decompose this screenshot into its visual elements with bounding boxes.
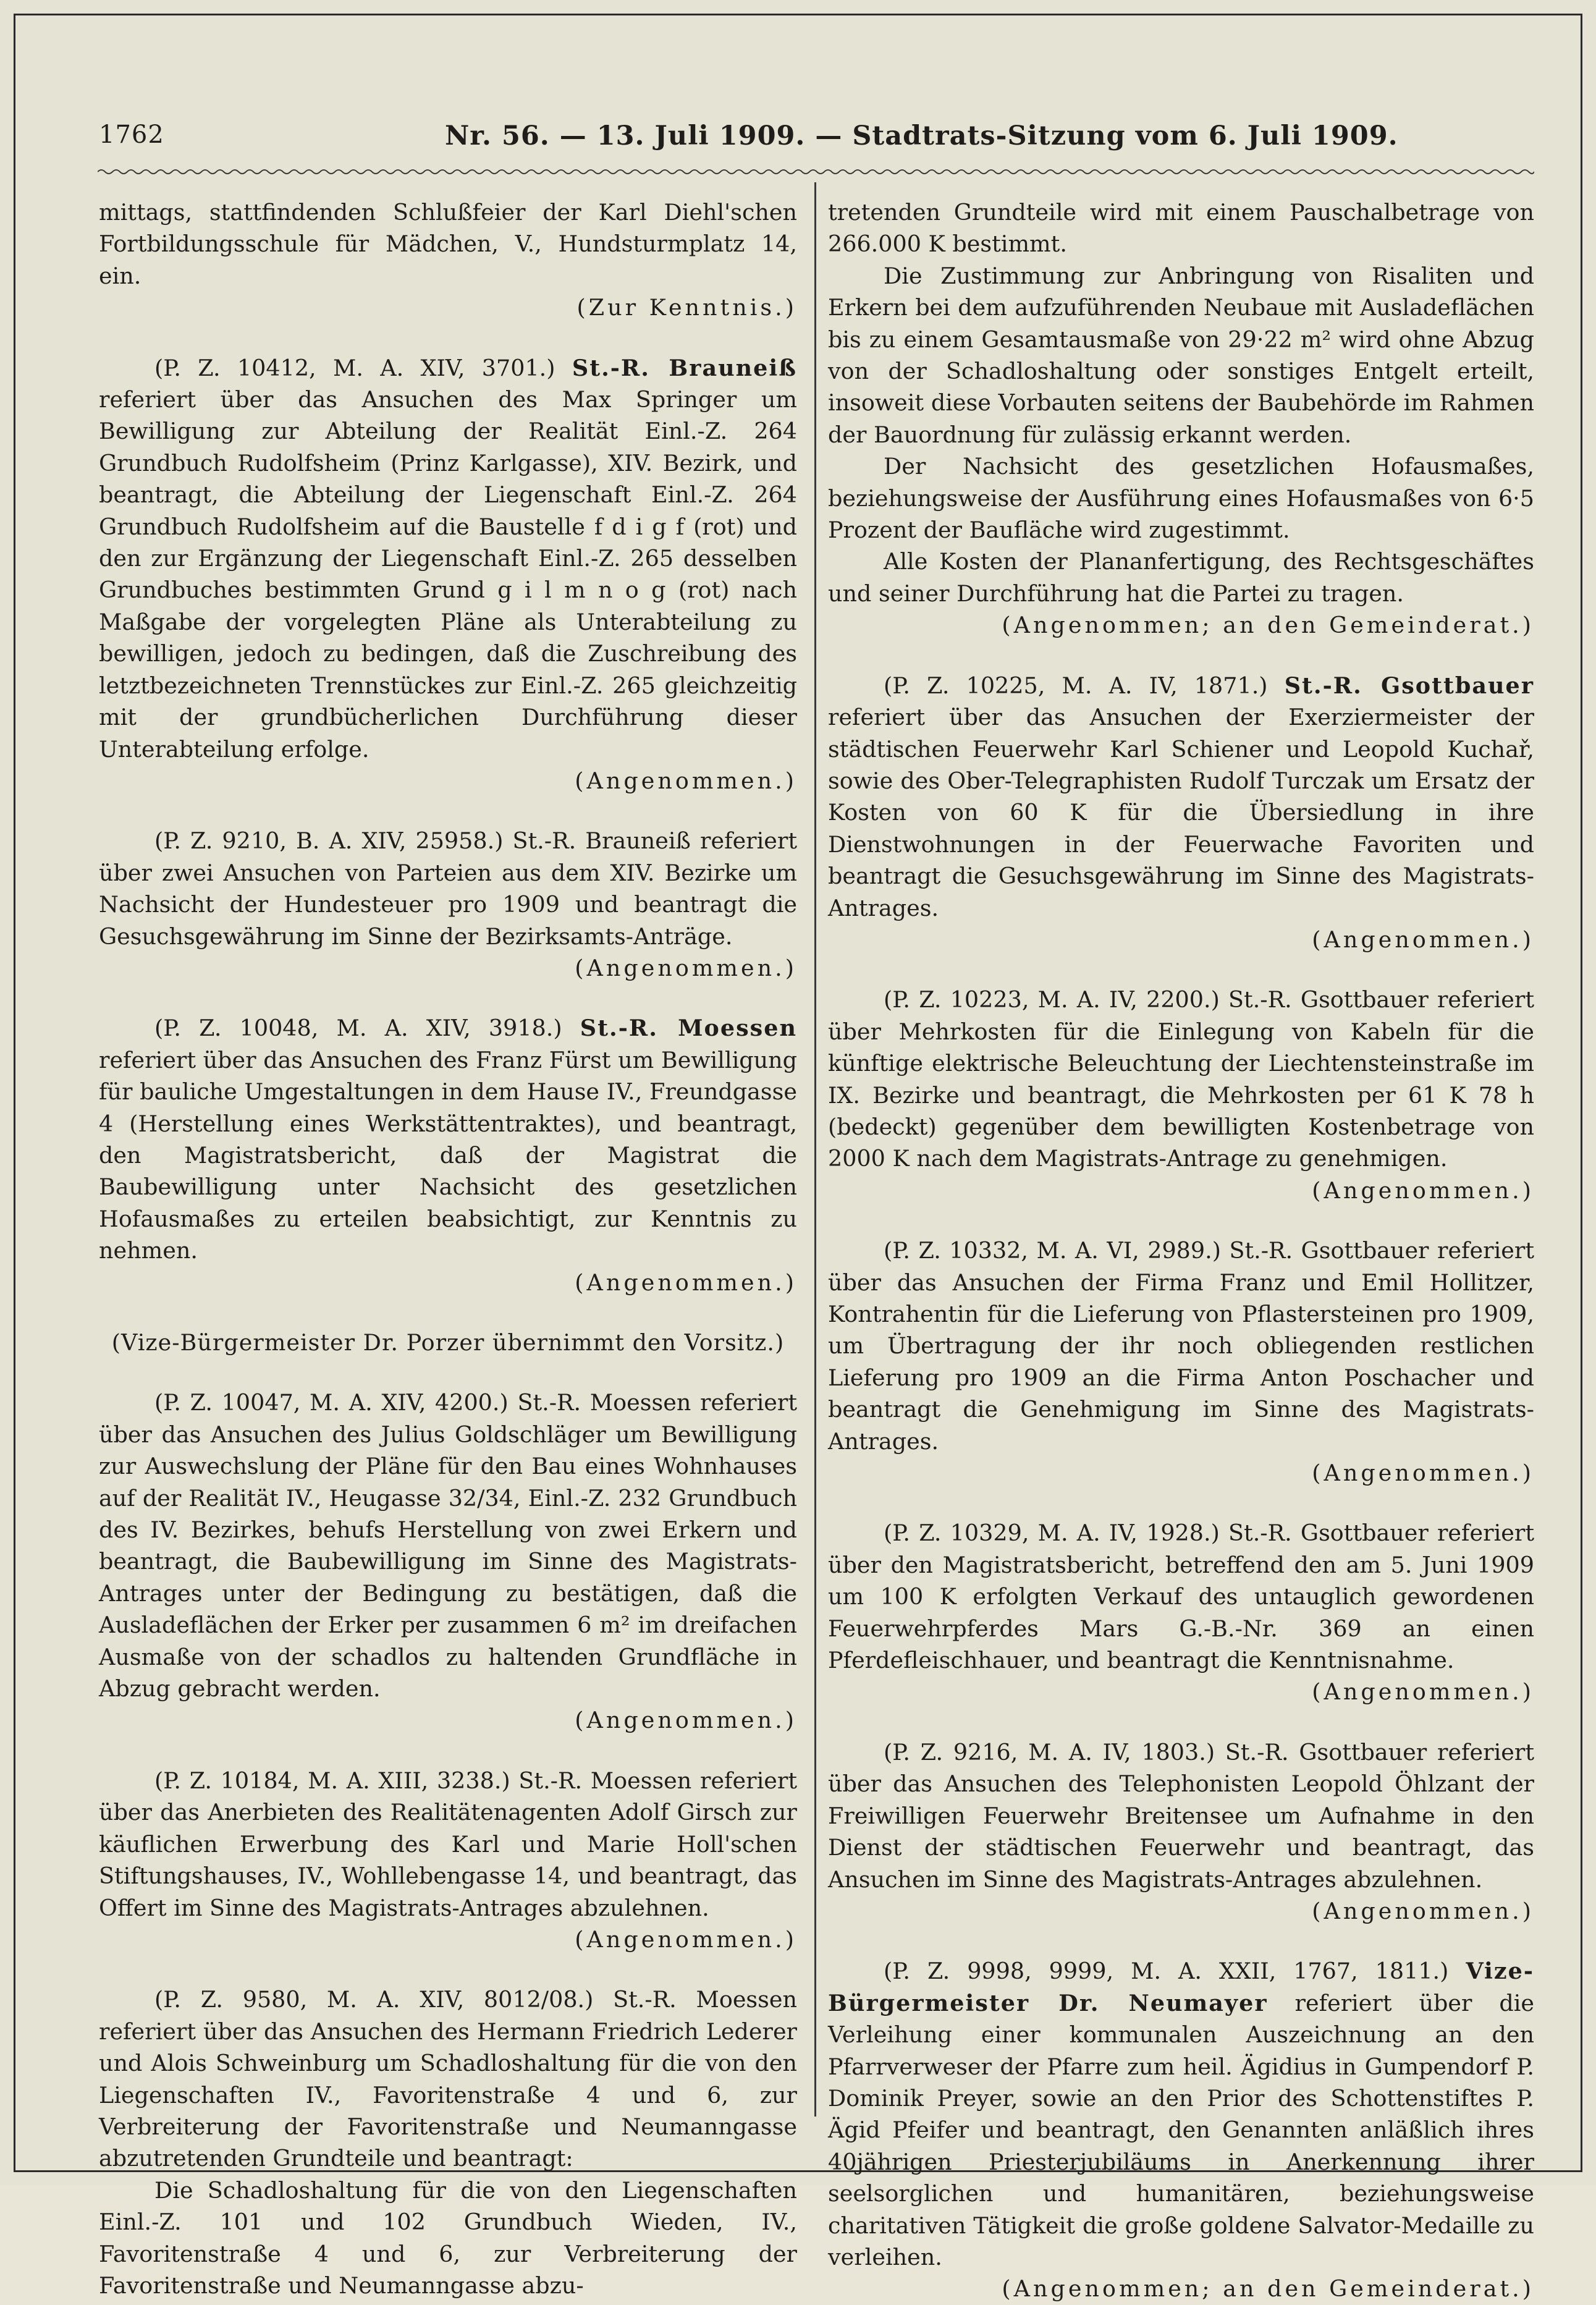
speaker: St.-R. Gsottbauer — [1225, 1738, 1427, 1766]
agenda-item — [99, 352, 797, 765]
item-reference: (P. Z. 10225, M. A. IV, 1871.) — [884, 672, 1268, 699]
running-head: Nr. 56. — 13. Juli 1909. — Stadtrats-Sitzung vom 6. Juli 1909. — [445, 121, 1398, 151]
speaker: Vize-Bürgermeister Dr. Neumayer — [828, 1958, 1535, 2016]
item-text: referiert über den Magistratsbericht, betreffend den am 5. Juni 1909 um 100 K erfolgten Verkauf des untauglich gewordenen Feuerwehrpferdes Mars G.-B.-Nr. 369 an einen Pferdefleischhauer, und beantragt die Kenntnisnahme. — [828, 1520, 1534, 1674]
speaker: St.-R. Gsottbauer — [1228, 1520, 1429, 1547]
speaker: St.-R. Gsottbauer — [1284, 672, 1534, 699]
agenda-item — [99, 1765, 797, 1924]
page-header — [99, 121, 1532, 158]
item-text: referiert über zwei Ansuchen von Parteien aus dem XIV. Bezirke um Nachsicht der Hundesteuer pro 1909 und beantragt die Gesuchsgewährung im Sinne der Bezirksamts-Anträge. — [99, 827, 798, 950]
item-reference: (P. Z. 9216, M. A. IV, 1803.) — [884, 1738, 1215, 1766]
right-column — [828, 197, 1534, 2305]
item-text: referiert über das Ansuchen des Franz Fürst um Bewilligung für bauliche Umgestaltungen in dem Hause IV., Freundgasse 4 (Herstellung eines Werkstättentraktes), und beantragt, den Magistratsbericht, daß der Magistrat die Baubewilligung unter Nachsicht des gesetzlichen Hofausmaßes zu erteilen beabsichtigt, zur Kenntnis zu nehmen. — [99, 1046, 797, 1264]
item-text: referiert über das Ansuchen des Max Springer um Bewilligung zur Abteilung der Realität Einl.-Z. 264 Grundbuch Rudolfsheim (Prinz Karlgasse), XIV. Bezirk, und beantragt, die Abteilung der Liegenschaft Einl.-Z. 264 Grundbuch Rudolfsheim auf die Baustelle f d i g f (rot) und den zur Ergänzung der Liegenschaft Einl.-Z. 265 desselben Grundbuches bestimmten Grund g i l m n o g (rot) nach Maßgabe der vorgelegten Pläne als Unterabteilung zu bewilligen, jedoch zu bedingen, daß die Zuschreibung des letztbezeichneten Trennstückes zur Einl.-Z. 265 gleichzeitig mit der grundbücherlichen Durchführung dieser Unterabteilung erfolge. — [99, 386, 797, 763]
verdict: (Angenommen; an den Gemeinderat.) — [1002, 2275, 1534, 2303]
agenda-item — [99, 1387, 797, 1704]
verdict: (Angenommen.) — [1312, 1897, 1534, 1924]
resolution-text: Alle Kosten der Plananfertigung, des Rechtsgeschäftes und seiner Durchführung hat die Partei zu tragen. — [828, 548, 1534, 607]
item-text: referiert über das Ansuchen des Julius Goldschläger um Bewilligung zur Auswechslung der Pläne für den Bau eines Wohnhauses auf der Realität IV., Heugasse 32/34, Einl.-Z. 232 Grundbuch des IV. Bezirkes, behufs Herstellung von zwei Erkern und beantragt, die Baubewilligung im Sinne des Magistrats-Antrages unter der Bedingung zu bestätigen, daß die Ausladeflächen der Erker per zusammen 6 m² im dreifachen Ausmaße von der schadlos zu haltenden Grundfläche in Abzug gebracht werden. — [99, 1389, 798, 1702]
speaker: St.-R. Gsottbauer — [1229, 1237, 1429, 1264]
verdict: (Angenommen.) — [575, 1707, 797, 1734]
speaker: St.-R. Moessen — [517, 1389, 691, 1416]
item-text: referiert über das Anerbieten des Realitätenagenten Adolf Girsch zur käuflichen Erwerbung des Karl und Marie Holl'schen Stiftungshauses, IV., Wohllebengasse 14, und beantragt, das Offert im Sinne des Magistrats-Antrages abzulehnen. — [99, 1767, 797, 1921]
item-text: referiert über das Ansuchen der Firma Franz und Emil Hollitzer, Kontrahentin für die Lieferung von Pflastersteinen pro 1909, um Übertragung der ihr noch obliegenden restlichen Lieferung pro 1909 an die Firma Anton Poschacher und beantragt die Genehmigung im Sinne des Magistrats-Antrages. — [828, 1237, 1534, 1455]
verdict: (Zur Kenntnis.) — [576, 294, 797, 321]
agenda-item — [828, 1517, 1534, 1676]
resolution-text: Der Nachsicht des gesetzlichen Hofausmaßes, beziehungsweise der Ausführung eines Hofausmaßes von 6·5 Prozent der Baufläche wird zugestimmt. — [828, 453, 1534, 544]
speaker: St.-R. Brauneiß — [572, 354, 797, 381]
item-reference: (P. Z. 9580, M. A. XIV, 8012/08.) — [154, 1986, 594, 2013]
verdict: (Angenommen.) — [575, 954, 797, 981]
verdict: (Angenommen.) — [1312, 1678, 1534, 1706]
speaker: St.-R. Brauneiß — [512, 827, 691, 855]
page-number: 1762 — [99, 121, 164, 149]
left-column — [99, 197, 797, 2301]
agenda-item — [99, 1012, 797, 1266]
speaker: St.-R. Gsottbauer — [1228, 986, 1429, 1013]
verdict: (Angenommen.) — [575, 1269, 797, 1296]
verdict: (Angenommen.) — [575, 767, 797, 794]
item-reference: (P. Z. 9998, 9999, M. A. XXII, 1767, 1811.) — [884, 1958, 1449, 1985]
verdict: (Angenommen.) — [1312, 926, 1534, 953]
verdict: (Angenommen; an den Gemeinderat.) — [1002, 612, 1534, 639]
agenda-item — [828, 984, 1534, 1174]
verdict: (Angenommen.) — [575, 1926, 797, 1953]
chair-note: (Vize-Bürgermeister Dr. Porzer übernimmt den Vorsitz.) — [111, 1329, 785, 1356]
resolution-text: Die Schadloshaltung für die von den Liegenschaften Einl.-Z. 101 und 102 Grundbuch Wieden, IV., Favoritenstraße 4 und 6, zur Verbreiterung der Favoritenstraße und Neumanngasse abzu- — [99, 2176, 797, 2299]
speaker: St.-R. Moessen — [613, 1986, 797, 2013]
agenda-item — [828, 1235, 1534, 1457]
paragraph-continued: tretenden Grundteile wird mit einem Pauschalbetrage von 266.000 K bestimmt. — [828, 199, 1534, 258]
agenda-item — [828, 670, 1534, 924]
paragraph-continued: mittags, stattfindenden Schlußfeier der Karl Diehl'schen Fortbildungsschule für Mädchen, V., Hundsturmplatz 14, ein. — [99, 199, 797, 289]
item-reference: (P. Z. 10184, M. A. XIII, 3238.) — [154, 1767, 510, 1794]
agenda-item — [99, 825, 797, 952]
item-text: referiert über Mehrkosten für die Einlegung von Kabeln für die künftige elektrische Beleuchtung der Liechtensteinstraße im IX. Bezirke und beantragt, die Mehrkosten per 61 K 78 h (bedeckt) gegenüber dem bewilligten Kostenbetrage von 2000 K nach dem Magistrats-Antrage zu genehmigen. — [828, 986, 1534, 1172]
item-reference: (P. Z. 10048, M. A. XIV, 3918.) — [154, 1015, 562, 1042]
item-text: referiert über das Ansuchen des Hermann Friedrich Lederer und Alois Schweinburg um Schadloshaltung für die von den Liegenschaften IV., Favoritenstraße 4 und 6, zur Verbreiterung der Favoritenstraße und Neumanngasse abzutretenden Grundteile und beantragt: — [99, 2018, 797, 2172]
item-reference: (P. Z. 10329, M. A. IV, 1928.) — [884, 1520, 1220, 1547]
item-text: referiert über das Ansuchen des Telephonisten Leopold Öhlzant der Freiwilligen Feuerwehr Breitensee um Aufnahme in den Dienst der städtischen Feuerwehr und beantragt, das Ansuchen im Sinne des Magistrats-Antrages abzulehnen. — [828, 1738, 1534, 1893]
verdict: (Angenommen.) — [1312, 1460, 1534, 1487]
agenda-item — [828, 1955, 1534, 2273]
item-reference: (P. Z. 10223, M. A. IV, 2200.) — [884, 986, 1220, 1013]
item-reference: (P. Z. 10332, M. A. VI, 2989.) — [884, 1237, 1221, 1264]
agenda-item — [828, 1736, 1534, 1895]
agenda-item — [99, 1984, 797, 2174]
header-wavy-rule — [98, 167, 1534, 177]
resolution-text: Die Zustimmung zur Anbringung von Risaliten und Erkern bei dem aufzuführenden Neubaue mit Ausladeflächen bis zu einem Gesamtausmaße von 29·22 m² wird ohne Abzug von der Schadloshaltung oder sonstiges Entgelt erteilt, insoweit diese Vorbauten seitens der Baubehörde im Rahmen der Bauordnung für zulässig erkannt werden. — [828, 262, 1534, 448]
item-reference: (P. Z. 10412, M. A. XIV, 3701.) — [154, 354, 555, 381]
item-reference: (P. Z. 9210, B. A. XIV, 25958.) — [154, 827, 504, 855]
speaker: St.-R. Moessen — [518, 1767, 692, 1794]
item-reference: (P. Z. 10047, M. A. XIV, 4200.) — [154, 1389, 509, 1416]
verdict: (Angenommen.) — [1312, 1177, 1534, 1204]
speaker: St.-R. Moessen — [580, 1015, 797, 1042]
column-divider — [814, 182, 816, 2117]
item-text: referiert über das Ansuchen der Exerziermeister der städtischen Feuerwehr Karl Schiener und Leopold Kuchař, sowie des Ober-Telegraphisten Rudolf Turczak um Ersatz der Kosten von 60 K für die Übersiedlung in ihre Dienstwohnungen in der Feuerwache Favoriten und beantragt die Gesuchsgewährung im Sinne des Magistrats-Antrages. — [828, 704, 1534, 921]
item-text: referiert über die Verleihung einer kommunalen Auszeichnung an den Pfarrverweser der Pfarre zum heil. Ägidius in Gumpendorf P. Dominik Preyer, sowie an den Prior des Schottenstiftes P. Ägid Pfeifer und beantragt, den Genannten anläßlich ihres 40jährigen Priesterjubiläums in Anerkennung ihrer seelsorglichen und humanitären, beziehungsweise charitativen Tätigkeit die große goldene Salvator-Medaille zu verleihen. — [828, 1989, 1534, 2270]
